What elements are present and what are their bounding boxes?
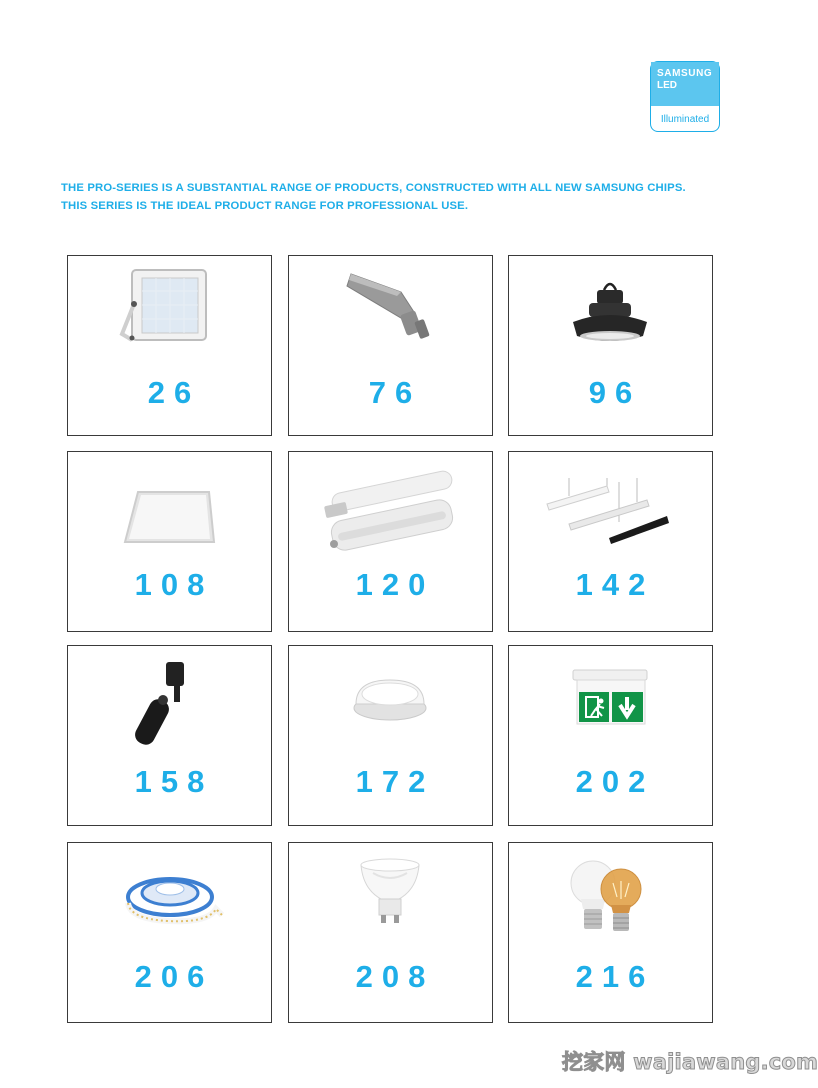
intro-line-2: THIS SERIES IS THE IDEAL PRODUCT RANGE FOR PROFESSIONAL USE. <box>61 199 469 212</box>
page-number: 142 <box>575 567 655 602</box>
page-number: 206 <box>134 959 214 994</box>
page-number: 216 <box>575 959 655 994</box>
badge-caption: Illuminated <box>660 113 710 125</box>
led-strip-reel-icon <box>68 843 273 1024</box>
product-card-linear-pendant[interactable] <box>508 451 713 632</box>
page-number: 172 <box>355 764 435 799</box>
product-card-led-panel[interactable] <box>67 451 272 632</box>
product-card-tube-light[interactable] <box>288 451 493 632</box>
product-card-emergency-exit-sign[interactable] <box>508 645 713 826</box>
product-card-track-spotlight[interactable] <box>67 645 272 826</box>
badge-brand: SAMSUNG <box>657 68 713 79</box>
site-watermark: 挖家网 wajiawang.com <box>562 1050 818 1074</box>
page-number: 108 <box>134 567 214 602</box>
intro-line-1: THE PRO-SERIES IS A SUBSTANTIAL RANGE OF PRODUCTS, CONSTRUCTED WITH ALL NEW SAMSUNG CHIPS. <box>61 182 686 194</box>
page-number: 202 <box>575 764 655 799</box>
samsung-led-badge <box>650 61 720 132</box>
product-card-ceiling-dome-light[interactable] <box>288 645 493 826</box>
page-number: 76 <box>368 375 422 410</box>
page-number: 26 <box>147 375 201 410</box>
page-number: 96 <box>588 375 642 410</box>
badge-line: LED <box>657 80 677 91</box>
product-card-led-strip-reel[interactable] <box>67 842 272 1023</box>
product-card-highbay-light[interactable] <box>508 255 713 436</box>
led-filament-bulbs-icon <box>509 843 714 1024</box>
product-card-floodlight[interactable] <box>67 255 272 436</box>
product-card-led-filament-bulbs[interactable] <box>508 842 713 1023</box>
gu10-spot-bulb-icon <box>289 843 494 1024</box>
product-card-gu10-spot-bulb[interactable] <box>288 842 493 1023</box>
product-card-street-light[interactable] <box>288 255 493 436</box>
page-number: 208 <box>355 959 435 994</box>
intro-text <box>61 180 741 215</box>
page-number: 120 <box>355 567 435 602</box>
led-panel-icon <box>68 452 273 633</box>
badge-header <box>651 62 719 106</box>
linear-pendant-icon <box>509 452 714 633</box>
page-number: 158 <box>134 764 214 799</box>
tube-light-icon <box>289 452 494 633</box>
